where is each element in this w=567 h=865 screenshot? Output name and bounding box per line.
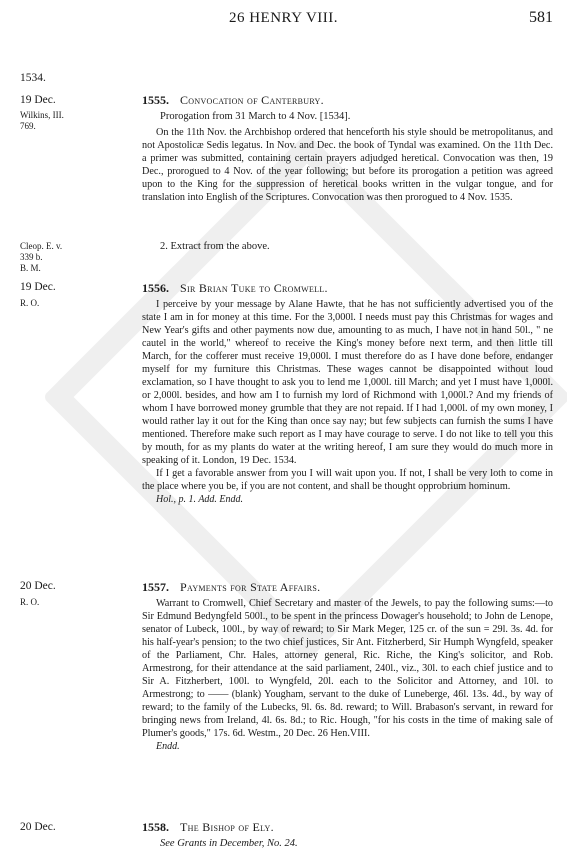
entry-date: 19 Dec. [20, 281, 56, 293]
entry-number: 1556. [142, 281, 169, 295]
source-reference: R. O. [20, 597, 40, 607]
paragraph: Warrant to Cromwell, Chief Secretary and master of the Jewels, to pay the following sums:—to Sir Edmund Bedyngfeld 500l., to be spent in the princess Dowager's household; to John de Lenope, senator of Lubeck, 100l., by way of reward; to Sir Mark Meger, 125 cr. of the sun = 29l. 3s. 4d. for his half-year's pension; to the two chief justices, Sir Ant. Fitzherberd, Sir Humph Wyngfeld, speaker of the Parliament, Chr. Hales, attorney general, Ric. Riche, the King's solicitor, and Rob. Armestrong, for their attendance at the said parliament, 240l., viz., 30l. to each chief justice and to Sir A. Fitzherbert, 100l. to Wyngfeld, 20l. each to the Solicitor and Attorney, and 10l. to Armestrong; to —— (blank) Yougham, servant to the duke of Luneberge, 46l. 13s. 4d., by way of reward; to the family of the Lubecks, 9l. 6s. 8d. reward; to Will. Brabason's servant, in reward for bringing news from Ireland, 4l. 6s. 8d.; to Ric. Hough, "for his costs in the time of making sale of Plumer's goods," 17s. 6d. Westm., 20 Dec. 26 Hen.VIII. [142, 598, 553, 739]
running-title: 26 HENRY VIII. [228, 10, 339, 26]
year-heading: 1534. [20, 72, 46, 84]
paragraph: On the 11th Nov. the Archbishop ordered that henceforth his style should be metropolitanus, and not Apostolicæ Sedis legatus. In Nov. and Dec. the book of Tyndal was examined. On the 11th Dec. a primer was submitted, containing certain prayers adjudged heretical. Convocation was then, 19 Dec., prorogued to 4 Nov. of the year following; but before its prorogation a petition was agreed upon to the King for the suppression of heretical books written in the vulgar tongue, and for translation into English of the Scriptures. Convocation was then prorogued to 4 Nov. 1535. [142, 127, 553, 203]
source-reference-2: Cleop. E. v. 339 b. B. M. [20, 241, 63, 273]
entry-heading [142, 580, 553, 595]
entry-title: Payments for State Affairs. [180, 580, 321, 594]
extract-line: 2. Extract from the above. [160, 241, 270, 252]
paragraph: If I get a favorable answer from you I will wait upon you. If not, I shall be very loth to come in the place where you be, if you are not content, and shall be thought opprobrium hominum. [142, 468, 553, 492]
entry-title: Sir Brian Tuke to Cromwell. [180, 281, 328, 295]
paragraph: I perceive by your message by Alane Hawte, that he has not sufficiently advertised you of the state I am in for money at this time. For the 3,000l. I needs must pay this Christmas for wages and New Year's gifts and other payments now due, amounting to as much, I have not in hand 50l., " ne cautel in the world," whereof to receive the King's money before next term, and then little till March, for the cofferer must receive 19,000l. I must therefore do as I have done before, endanger myself for my furniture this Christmas. These wages cannot be disappointed without loud exclamation, so I have thought to ask you to lend me 1,000l. till March; and yet I must have 1,000l. or 2,000l. besides, and how am I to furnish my lord of Richmond with 1,000l.? And my friends of whom I have borrowed money grumble that they are not repaid. If I had 1,000l. of my own money, I would rather lay it out for the King than once say nay; but few subjects can furnish the sums I have mentioned. Therefore make such report as I may have courage to serve. I do not like to tell you this by mouth, for as my plants do water at the writing hereof, I am sure they would do much more in speaking of it. London, 19 Dec. 1534. [142, 299, 553, 466]
source-note: Hol., p. 1. Add. Endd. [156, 494, 244, 505]
entry-subline: Prorogation from 31 March to 4 Nov. [1534]. [160, 111, 351, 122]
entry-body [142, 597, 553, 753]
cross-reference: See Grants in December, No. 24. [160, 838, 298, 849]
entry-date: 20 Dec. [20, 580, 56, 592]
entry-title: Convocation of Canterbury. [180, 93, 324, 107]
entry-heading [142, 820, 553, 835]
entry-body [142, 126, 553, 204]
entry-number: 1558. [142, 820, 169, 834]
entry-date: 19 Dec. [20, 94, 56, 106]
entry-number: 1555. [142, 93, 169, 107]
entry-title: The Bishop of Ely. [180, 820, 274, 834]
source-reference: Wilkins, III. 769. [20, 110, 64, 131]
source-note: Endd. [156, 741, 180, 752]
entry-heading [142, 281, 553, 296]
page-number: 581 [529, 9, 553, 26]
entry-body [142, 298, 553, 506]
entry-date: 20 Dec. [20, 821, 56, 833]
entry-heading [142, 93, 553, 108]
entry-number: 1557. [142, 580, 169, 594]
source-reference: R. O. [20, 298, 40, 308]
